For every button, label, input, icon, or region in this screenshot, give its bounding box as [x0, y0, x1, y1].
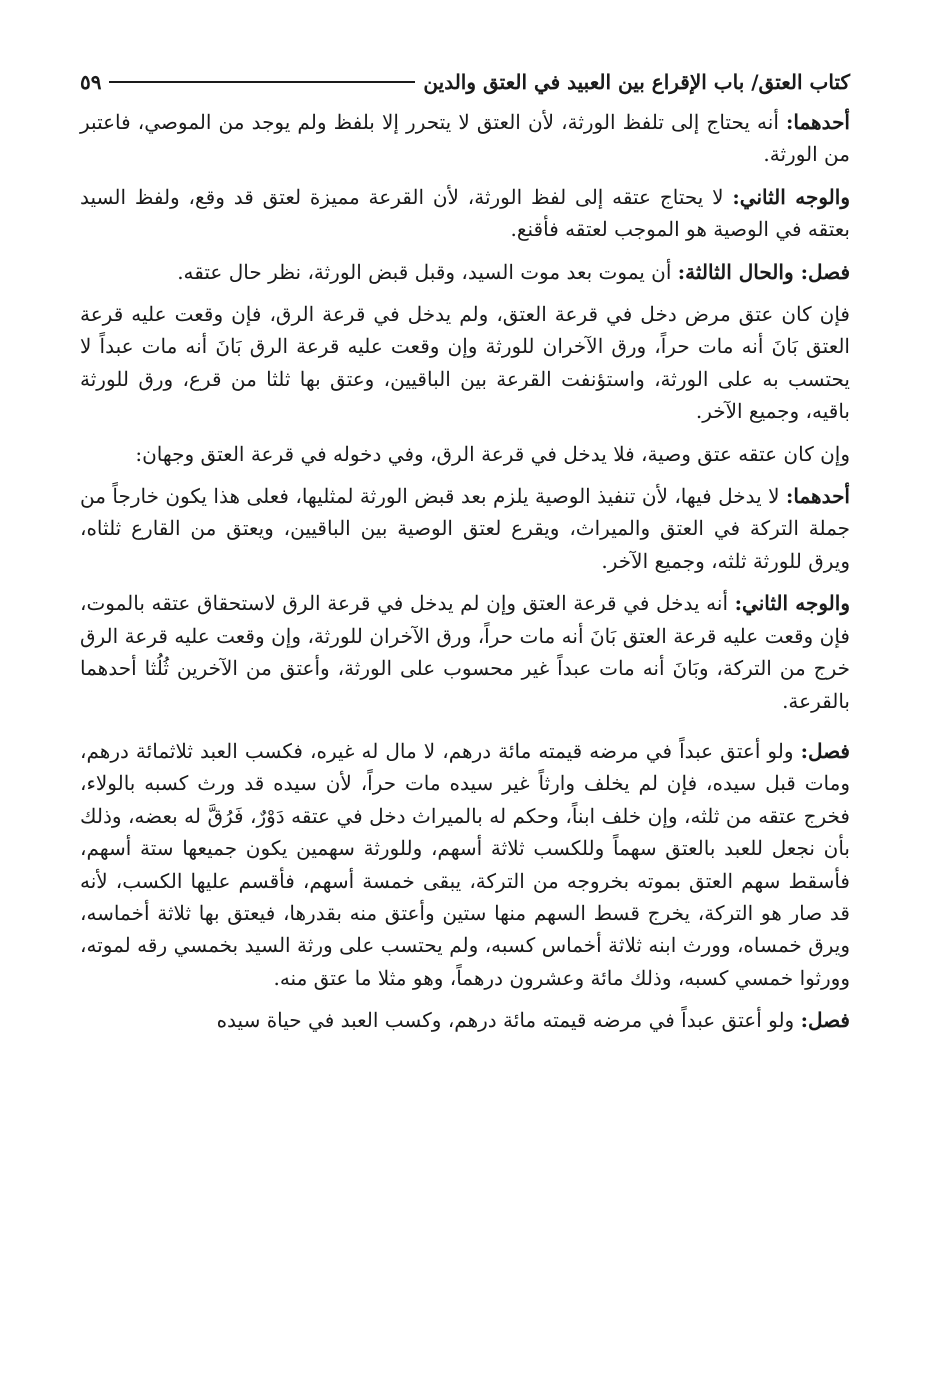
- page-number: ٥٩: [80, 70, 102, 94]
- paragraph-lead: والوجه الثاني:: [732, 184, 850, 209]
- paragraph-text: ولو أعتق عبداً في مرضه قيمته مائة درهم، لا مال له غيره، فكسب العبد ثلاثمائة درهم، ومات قبل سيده، فإن لم يخلف وارثاً غير سيده مات حراً، لأن سيده قد ورث كسبه بالولاء، فخرج عتقه من ثلثه، وإن خلف ابناً، وحكم له بالميراث دخل في عتقه دَوْرٌ، فَرُقَّ له بعضه، وذلك بأن نجعل للعبد بالعتق سهماً وللكسب ثلاثة أسهم، وللورثة سهمين يكون جميعها ستة أسهم، فأسقط سهم العتق بموته بخروجه من التركة، يبقى خمسة أسهم، فأقسم عليها الكسب، لأنه قد صار هو التركة، يخرج قسط السهم منها ستين وأعتق منه بقدرها، فيعتق بها ثلاثة أخماسه، ويرق خمساه، وورث ابنه ثلاثة أخماس كسبه، ولم يحتسب على ورثة السيد بخمسي رقه لموته، وورثوا خمسي كسبه، وذلك مائة وعشرون درهماً، وهو مثلا ما عتق منه.: [80, 738, 851, 990]
- paragraph-lead: فصل:: [800, 1008, 850, 1033]
- paragraph: [80, 735, 850, 994]
- header-rule: [109, 81, 415, 83]
- running-header: [80, 62, 850, 102]
- paragraph-text: أن يموت بعد موت السيد، وقبل قبض الورثة، نظر حال عتقه.: [177, 259, 678, 284]
- paragraph: [80, 181, 850, 246]
- paragraph: [80, 438, 850, 470]
- paragraph: [80, 106, 850, 171]
- paragraph: [80, 1004, 850, 1036]
- document-page: [80, 62, 850, 1047]
- paragraph-text: أنه يحتاج إلى تلفظ الورثة، لأن العتق لا يتحرر إلا بلفظ ولم يوجد من الموصي، فاعتبر من الورثة.: [80, 110, 850, 167]
- paragraph-text: لا يدخل فيها، لأن تنفيذ الوصية يلزم بعد قبض الورثة لمثليها، فعلى هذا يكون خارجاً من جملة التركة في العتق والميراث، ويقرع لعتق الوصية بين الباقيين، ويعتق من القارع ثلثاه، ويرق للورثة ثلثه، وجميع الآخر.: [80, 484, 850, 573]
- paragraph: [80, 587, 850, 717]
- paragraph-text: أنه يدخل في قرعة العتق وإن لم يدخل في قرعة الرق لاستحقاق عتقه بالموت، فإن وقعت عليه قرعة العتق بَانَ أنه مات حراً، ورق الآخران للورثة، وإن وقعت عليه قرعة الرق خرج من التركة، وبَانَ أنه مات عبداً غير محسوب على الورثة، وأعتق من الآخرين ثُلُثا أحدهما بالقرعة.: [80, 591, 850, 713]
- chapter-title: كتاب العتق/ باب الإقراع بين العبيد في العتق والدين: [423, 70, 850, 94]
- paragraph-text: فإن كان عتق مرض دخل في قرعة العتق، ولم يدخل في قرعة الرق، فإن وقعت عليه قرعة العتق بَانَ أنه مات حراً، ورق الآخران للورثة وإن وقعت عليه قرعة الرق بَانَ أنه مات عبداً لا يحتسب به على الورثة، واستؤنفت القرعة بين الباقيين، وعتق بها ثلثا من قرع، ورق للورثة باقيه، وجميع الآخر.: [80, 302, 850, 424]
- paragraph-text: لا يحتاج عتقه إلى لفظ الورثة، لأن القرعة مميزة لعتق قد وقع، ولفظ السيد بعتقه في الوصية هو الموجب لعتقه فأقنع.: [80, 184, 850, 242]
- paragraph-text: وإن كان عتقه عتق وصية، فلا يدخل في قرعة الرق، وفي دخوله في قرعة العتق وجهان:: [135, 441, 850, 466]
- paragraph: [80, 298, 850, 428]
- paragraph: [80, 256, 850, 288]
- paragraph-lead: فصل: والحال الثالثة:: [677, 259, 850, 284]
- paragraph-lead: أحدهما:: [785, 484, 850, 509]
- paragraph-lead: أحدهما:: [785, 110, 850, 134]
- paragraph-lead: فصل:: [800, 738, 850, 763]
- paragraph: [80, 480, 850, 577]
- paragraph-text: ولو أعتق عبداً في مرضه قيمته مائة درهم، وكسب العبد في حياة سيده: [216, 1008, 801, 1033]
- paragraph-lead: والوجه الثاني:: [734, 591, 850, 616]
